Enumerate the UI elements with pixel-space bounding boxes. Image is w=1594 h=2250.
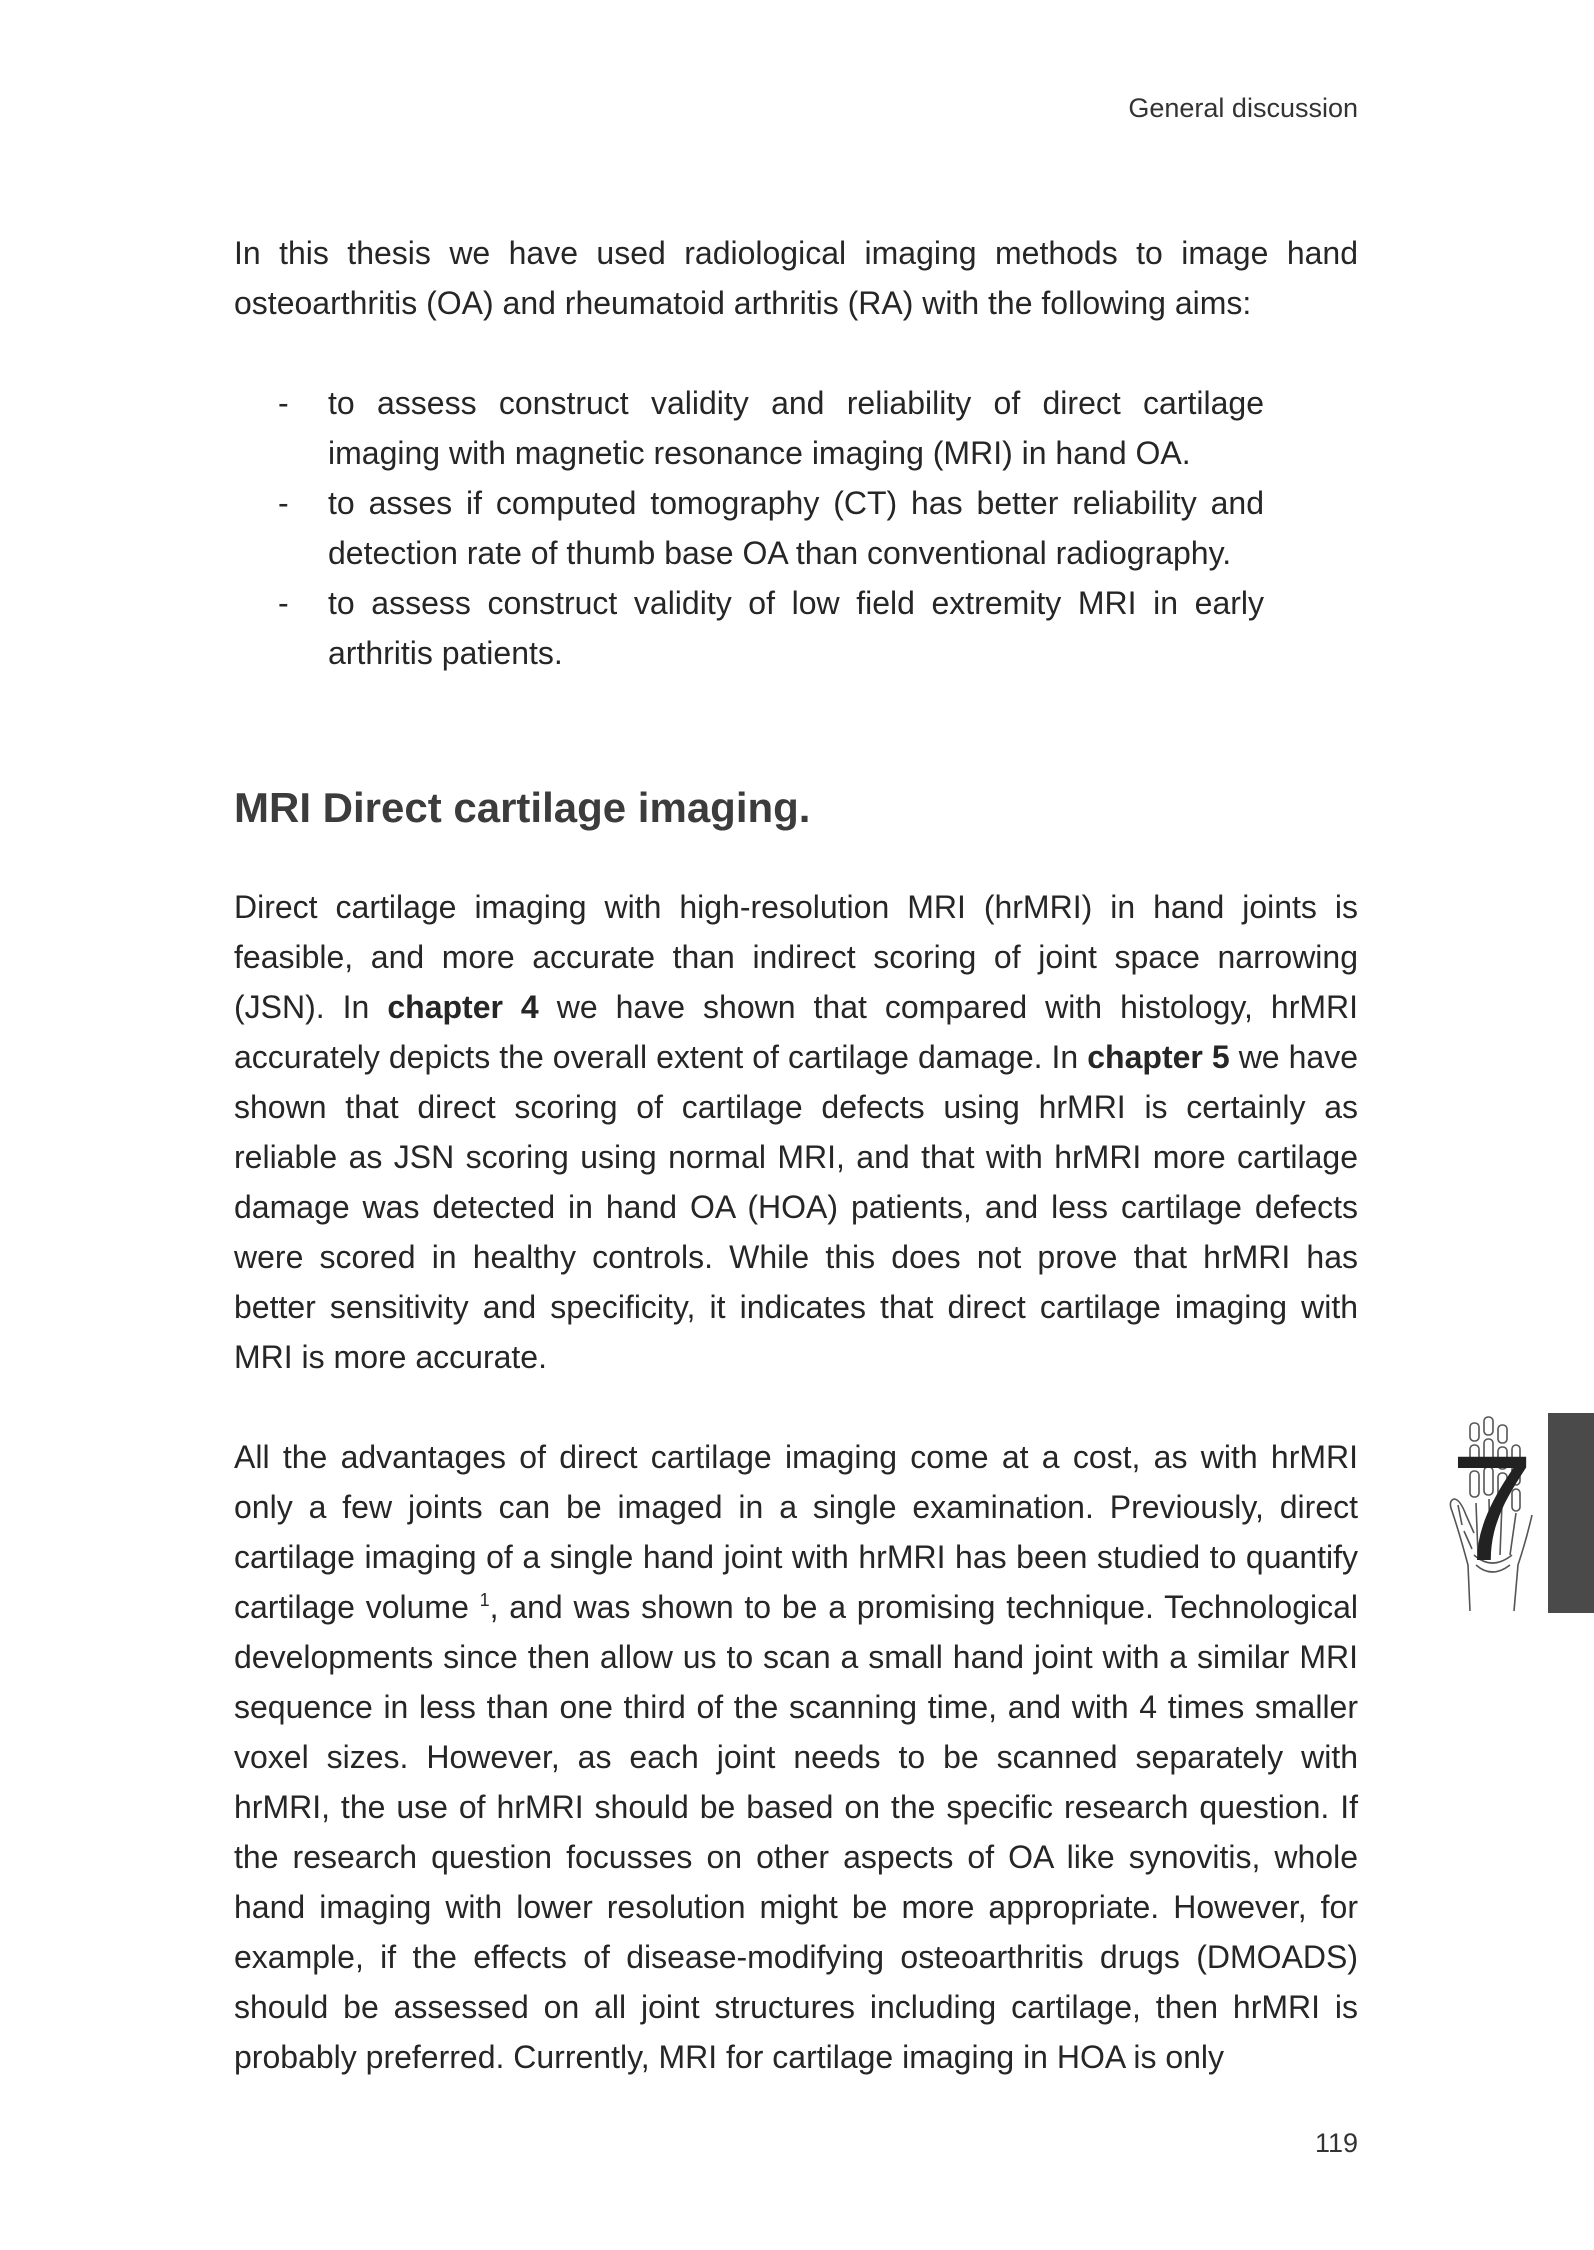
page-number: 119	[1314, 2128, 1358, 2158]
list-item	[278, 378, 1264, 478]
list-item	[278, 478, 1264, 578]
running-header: General discussion	[1128, 93, 1358, 123]
text-run: Direct cartilage imaging with high-resolution MRI (hrMRI) in hand joints is feasible, and more accurate than indirect scoring of joint space narrowing (JSN). In	[234, 889, 1358, 1025]
text-run: we have shown that compared with histology, hrMRI accurately depicts the overall extent of cartilage damage. In	[234, 989, 1359, 1075]
page-content	[234, 228, 1358, 2082]
text-run: we have shown that direct scoring of cartilage defects using hrMRI is certainly as reliable as JSN scoring using normal MRI, and that with hrMRI more cartilage damage was detected in hand OA (HOA) patients, and less cartilage defects were scored in healthy controls. While this does not prove that hrMRI has better sensitivity and specificity, it indicates that direct cartilage imaging with MRI is more accurate.	[234, 1039, 1359, 1375]
text-run: All the advantages of direct cartilage imaging come at a cost, as with hrMRI only a few joints can be imaged in a single examination. Previously, direct cartilage imaging of a single hand joint with hrMRI has been studied to quantify cartilage volume	[234, 1439, 1358, 1625]
list-item-text: to assess construct validity of low field extremity MRI in early arthritis patients.	[328, 585, 1264, 671]
chapter-marker	[1440, 1415, 1544, 1615]
list-item	[278, 578, 1264, 678]
body-paragraph	[234, 1432, 1358, 2082]
text-run: , and was shown to be a promising technique. Technological developments since then allow us to scan a small hand joint with a similar MRI sequence in less than one third of the scanning time, and with 4 times smaller voxel sizes. However, as each joint needs to be scanned separately with hrMRI, the use of hrMRI should be based on the specific research question. If the research question focusses on other aspects of OA like synovitis, whole hand imaging with lower resolution might be more appropriate. However, for example, if the effects of disease-modifying osteoarthritis drugs (DMOADS) should be assessed on all joint structures including cartilage, then hrMRI is probably preferred. Currently, MRI for cartilage imaging in HOA is only	[234, 1589, 1359, 2075]
list-bullet: -	[278, 385, 289, 421]
list-bullet: -	[278, 585, 289, 621]
body-paragraph	[234, 882, 1358, 1382]
list-item-text: to assess construct validity and reliability of direct cartilage imaging with magnetic resonance imaging (MRI) in hand OA.	[328, 385, 1264, 471]
citation-reference: 1	[479, 1590, 490, 1610]
list-bullet: -	[278, 485, 289, 521]
chapter-tab	[1548, 1413, 1594, 1613]
aims-list	[234, 378, 1358, 678]
intro-paragraph: In this thesis we have used radiological imaging methods to image hand osteoarthritis (OA) and rheumatoid arthritis (RA) with the following aims:	[234, 235, 1358, 321]
section-heading: MRI Direct cartilage imaging.	[234, 784, 811, 831]
chapter-number: 7	[1450, 1424, 1534, 1592]
chapter-reference: chapter 4	[387, 989, 539, 1025]
list-item-text: to asses if computed tomography (CT) has better reliability and detection rate of thumb base OA than conventional radiography.	[328, 485, 1264, 571]
chapter-reference: chapter 5	[1087, 1039, 1230, 1075]
